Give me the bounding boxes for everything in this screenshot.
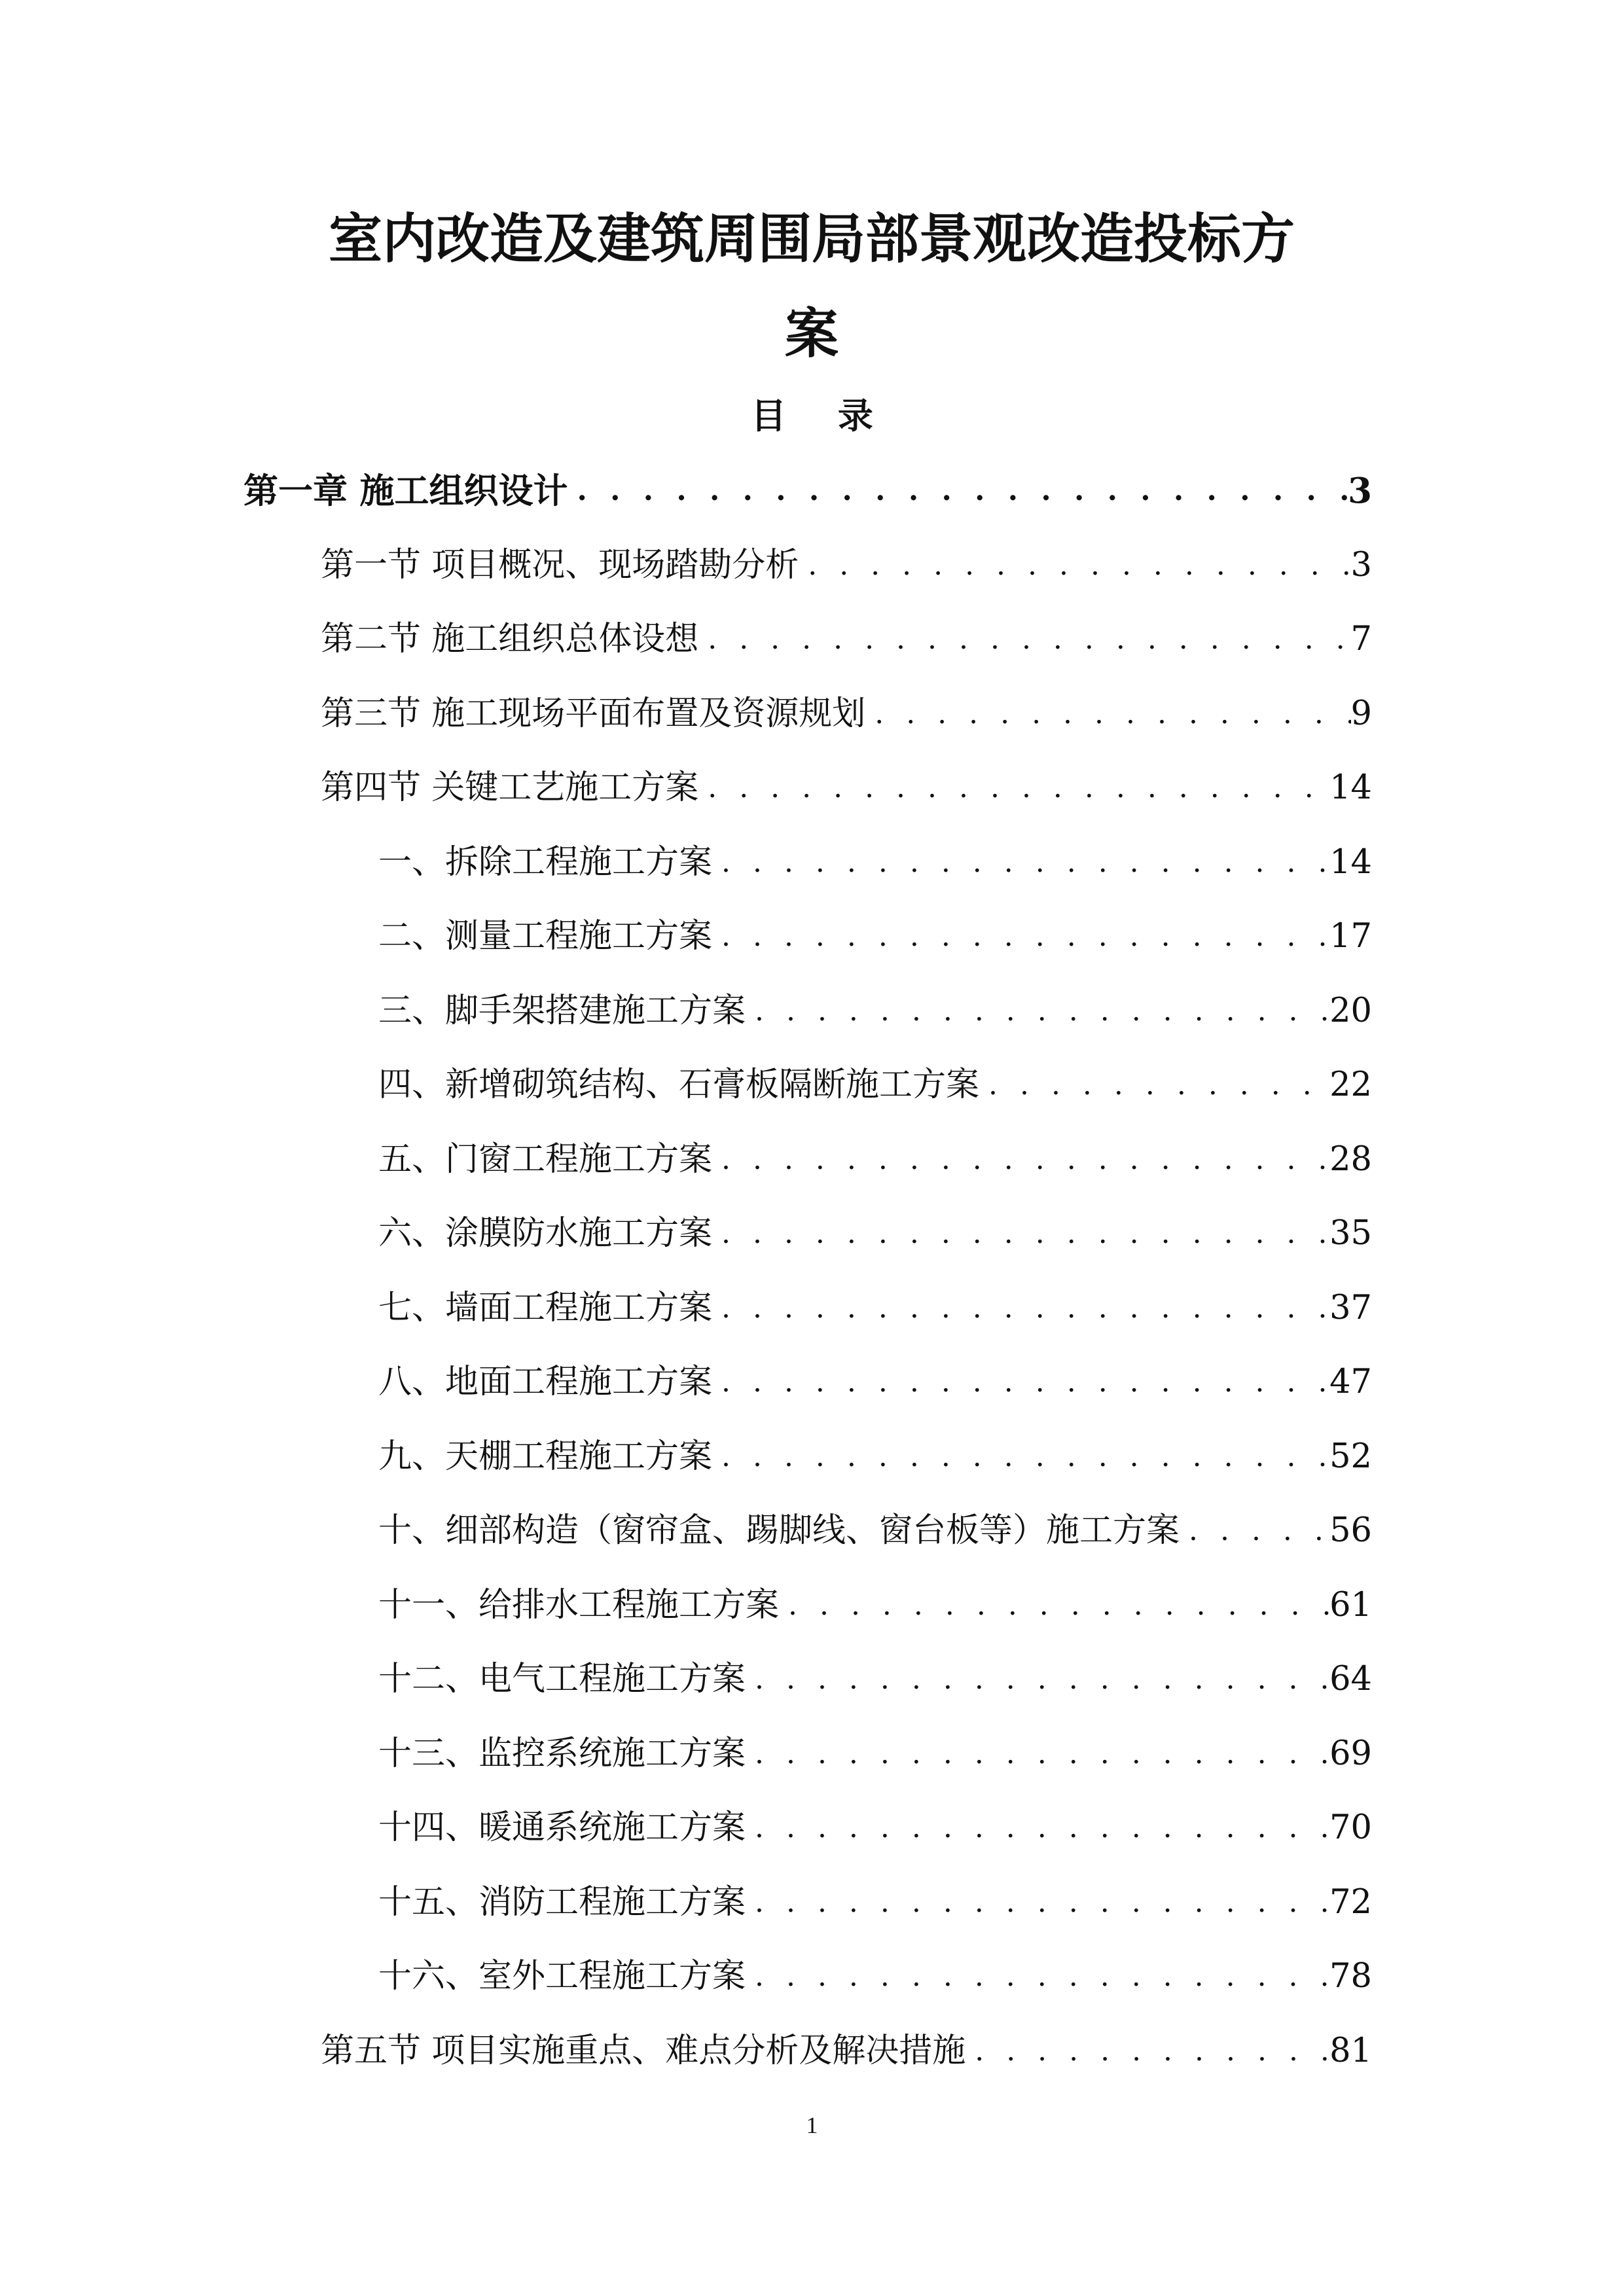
toc-entry-page: 9 bbox=[1350, 694, 1372, 733]
toc-entry-page: 3 bbox=[1350, 546, 1372, 584]
toc-entry[interactable] bbox=[321, 762, 1372, 814]
toc-entry[interactable] bbox=[378, 1431, 1372, 1483]
toc-entry[interactable] bbox=[378, 1579, 1372, 1632]
toc-leader-dots bbox=[746, 1950, 1329, 2003]
toc-entry-page: 14 bbox=[1329, 843, 1372, 882]
toc-entry-page: 3 bbox=[1348, 471, 1372, 511]
toc-entry-label: 第四节 关键工艺施工方案 bbox=[321, 768, 699, 807]
toc-entry-label: 十二、电气工程施工方案 bbox=[378, 1660, 746, 1698]
toc-entry-label: 三、脚手架搭建施工方案 bbox=[378, 992, 746, 1030]
toc-leader-dots bbox=[799, 539, 1350, 592]
document-title-line-1: 室内改造及建筑周围局部景观改造投标方 bbox=[328, 207, 1295, 270]
toc-leader-dots bbox=[568, 465, 1348, 517]
toc-entry-label: 十、细部构造（窗帘盒、踢脚线、窗台板等）施工方案 bbox=[378, 1511, 1180, 1550]
toc-leader-dots bbox=[712, 836, 1329, 889]
toc-entry-label: 第二节 施工组织总体设想 bbox=[321, 620, 699, 658]
toc-entry-label: 第五节 项目实施重点、难点分析及解决措施 bbox=[321, 2032, 966, 2070]
toc-entry-page: 35 bbox=[1329, 1214, 1372, 1253]
toc-entry-page: 69 bbox=[1329, 1734, 1372, 1773]
toc-entry[interactable] bbox=[321, 613, 1372, 666]
toc-entry-page: 17 bbox=[1329, 917, 1372, 956]
toc-entry[interactable] bbox=[378, 1653, 1372, 1706]
toc-entry-page: 7 bbox=[1350, 620, 1372, 658]
toc-entry[interactable] bbox=[378, 1282, 1372, 1335]
toc-entry-page: 47 bbox=[1329, 1363, 1372, 1401]
toc-entry-label: 四、新增砌筑结构、石膏板隔断施工方案 bbox=[378, 1066, 980, 1104]
toc-entry-label: 第三节 施工现场平面布置及资源规划 bbox=[321, 694, 866, 733]
toc-entry-label: 第一章 施工组织设计 bbox=[244, 471, 568, 511]
toc-heading: 目 录 bbox=[751, 395, 893, 437]
toc-entry-label: 九、天棚工程施工方案 bbox=[378, 1437, 713, 1476]
toc-entry[interactable] bbox=[321, 688, 1372, 740]
toc-entry-label: 十五、消防工程施工方案 bbox=[378, 1883, 746, 1922]
toc-entry[interactable] bbox=[378, 1728, 1372, 1780]
toc-entry-page: 64 bbox=[1329, 1660, 1372, 1698]
toc-entry-label: 六、涂膜防水施工方案 bbox=[378, 1214, 713, 1253]
toc-entry[interactable] bbox=[244, 465, 1372, 517]
toc-entry-page: 70 bbox=[1329, 1808, 1372, 1847]
toc-leader-dots bbox=[746, 1653, 1329, 1706]
toc-entry[interactable] bbox=[378, 1356, 1372, 1408]
toc-entry[interactable] bbox=[378, 1802, 1372, 1854]
toc-entry-label: 十一、给排水工程施工方案 bbox=[378, 1586, 780, 1624]
toc-entry[interactable] bbox=[378, 836, 1372, 889]
toc-leader-dots bbox=[712, 1134, 1329, 1186]
toc-entry-page: 52 bbox=[1329, 1437, 1372, 1476]
toc-leader-dots bbox=[712, 1282, 1329, 1335]
toc-entry-label: 十三、监控系统施工方案 bbox=[378, 1734, 746, 1773]
toc-leader-dots bbox=[712, 1208, 1329, 1260]
toc-entry-label: 第一节 项目概况、现场踏勘分析 bbox=[321, 546, 799, 584]
toc-entry-page: 22 bbox=[1329, 1066, 1372, 1104]
toc-leader-dots bbox=[965, 2025, 1329, 2077]
toc-entry[interactable] bbox=[378, 985, 1372, 1037]
toc-entry-page: 72 bbox=[1329, 1883, 1372, 1922]
toc-entry[interactable] bbox=[321, 539, 1372, 592]
toc-leader-dots bbox=[746, 1802, 1329, 1854]
toc-entry-page: 61 bbox=[1329, 1586, 1372, 1624]
toc-entry[interactable] bbox=[378, 1876, 1372, 1929]
toc-entry[interactable] bbox=[378, 1505, 1372, 1557]
toc-entry-page: 14 bbox=[1329, 768, 1372, 807]
toc-entry[interactable] bbox=[378, 1950, 1372, 2003]
toc-leader-dots bbox=[698, 613, 1350, 666]
toc-entry-label: 七、墙面工程施工方案 bbox=[378, 1289, 713, 1327]
toc-entry-label: 二、测量工程施工方案 bbox=[378, 917, 713, 956]
toc-entry-label: 五、门窗工程施工方案 bbox=[378, 1140, 713, 1179]
toc-entry-page: 20 bbox=[1329, 992, 1372, 1030]
toc-leader-dots bbox=[712, 910, 1329, 963]
toc-entry[interactable] bbox=[378, 1059, 1372, 1111]
toc-leader-dots bbox=[779, 1579, 1329, 1632]
toc-leader-dots bbox=[865, 688, 1350, 740]
toc-leader-dots bbox=[746, 985, 1329, 1037]
toc-entry-label: 十六、室外工程施工方案 bbox=[378, 1957, 746, 1996]
page-number: 1 bbox=[806, 2112, 818, 2138]
toc-leader-dots bbox=[1180, 1505, 1329, 1557]
toc-leader-dots bbox=[712, 1356, 1329, 1408]
toc-entry[interactable] bbox=[321, 2025, 1372, 2077]
toc-entry-page: 78 bbox=[1329, 1957, 1372, 1996]
toc-leader-dots bbox=[746, 1728, 1329, 1780]
toc-entry[interactable] bbox=[378, 1208, 1372, 1260]
toc-entry-page: 28 bbox=[1329, 1140, 1372, 1179]
toc-leader-dots bbox=[979, 1059, 1329, 1111]
toc-leader-dots bbox=[698, 762, 1329, 814]
toc-leader-dots bbox=[712, 1431, 1329, 1483]
toc-entry[interactable] bbox=[378, 1134, 1372, 1186]
toc-leader-dots bbox=[746, 1876, 1329, 1929]
toc-entry-page: 81 bbox=[1329, 2032, 1372, 2070]
toc-entry-label: 一、拆除工程施工方案 bbox=[378, 843, 713, 882]
toc-entry[interactable] bbox=[378, 910, 1372, 963]
document-title-line-2: 案 bbox=[784, 302, 839, 365]
toc-entry-label: 八、地面工程施工方案 bbox=[378, 1363, 713, 1401]
toc-entry-label: 十四、暖通系统施工方案 bbox=[378, 1808, 746, 1847]
toc-entry-page: 37 bbox=[1329, 1289, 1372, 1327]
toc-entry-page: 56 bbox=[1329, 1511, 1372, 1550]
